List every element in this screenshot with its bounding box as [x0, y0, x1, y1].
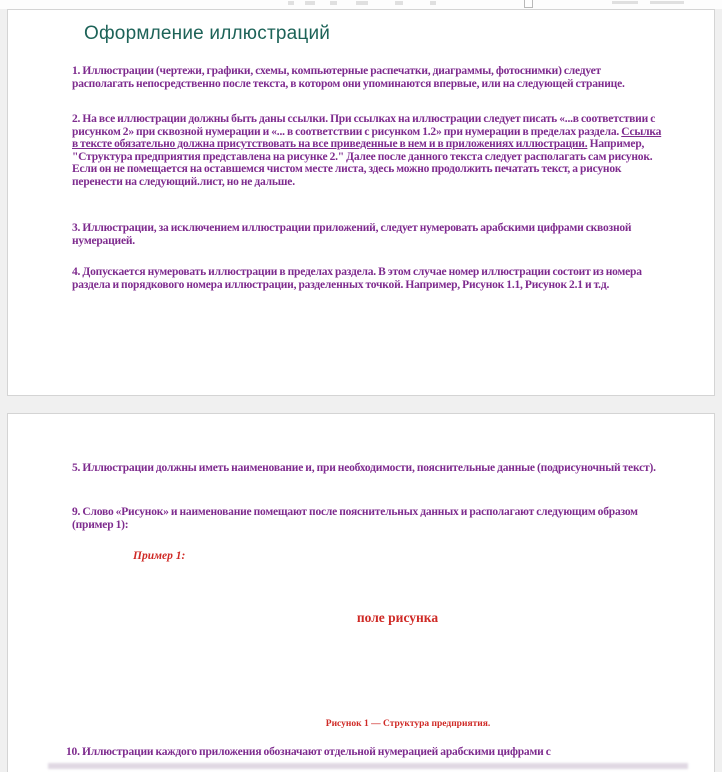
- paragraph-2-tail: Например, "Структура предприятия представлена на рисунке 2." Далее после данного текста следует располагать сам рисунок. Если он не помещается на оставшемся чистом месте листа, здесь можно продолжить печатать текст, а рисунок перенести на следующий.лист, но не дальше.: [72, 138, 653, 188]
- toolbar-fragment: [305, 1, 315, 5]
- toolbar-fragment: [650, 1, 684, 4]
- paragraph-5: 5. Иллюстрации должны иметь наименование и, при необходимости, пояснительные данные (подрисуночный текст).: [72, 462, 656, 474]
- toolbar-fragment: [430, 1, 436, 5]
- paragraph-2: [72, 113, 662, 188]
- figure-caption: Рисунок 1 — Структура предприятия.: [325, 719, 491, 729]
- page-title: Оформление иллюстраций: [84, 23, 331, 44]
- paragraph-3: 3. Иллюстрации, за исключением иллюстрации приложений, следует нумеровать арабскими цифрами сквозной нумерацией.: [72, 222, 632, 247]
- toolbar-fragment: [612, 1, 638, 4]
- page-2: [7, 413, 715, 772]
- paragraph-4: 4. Допускается нумеровать иллюстрации в пределах раздела. В этом случае номер иллюстрации состоит из номера раздела и порядкового номера иллюстрации, разделенных точкой. Например, Рисунок 1.1, Рисунок 2.1 и т.д.: [72, 266, 642, 291]
- figure-placeholder: поле рисунка: [356, 610, 439, 625]
- cut-off-text-line: [48, 763, 688, 769]
- example-label: Пример 1:: [133, 550, 186, 562]
- toolbar-remnant: [0, 0, 722, 9]
- paragraph-2-underlined: Ссылка в тексте обязательно должна присутствовать на все приведенные в нем и в приложениях иллюстрации.: [72, 125, 662, 150]
- page-icon: [524, 0, 533, 8]
- paragraph-9: 9. Слово «Рисунок» и наименование помещают после пояснительных данных и располагают следующим образом (пример 1):: [72, 506, 638, 531]
- paragraph-2-lead: 2. На все иллюстрации должны быть даны ссылки. При ссылках на иллюстрации следует писать «...в соответствии с рисунком 2» при сквозной нумерации и «... в соответствии с рисунком 1.2» при нумерации в пределах раздела.: [72, 113, 656, 138]
- toolbar-fragment: [330, 1, 337, 5]
- toolbar-fragment: [395, 1, 403, 5]
- toolbar-fragment: [356, 1, 368, 5]
- toolbar-fragment: [288, 1, 294, 5]
- paragraph-1: 1. Иллюстрации (чертежи, графики, схемы, компьютерные распечатки, диаграммы, фотоснимки) следует располагать непосредственно после текста, в котором они упоминаются впервые, или на следующей странице.: [72, 65, 625, 90]
- paragraph-10: 10. Иллюстрации каждого приложения обозначают отдельной нумерацией арабскими цифрами с: [66, 746, 551, 758]
- page-1: [7, 9, 715, 396]
